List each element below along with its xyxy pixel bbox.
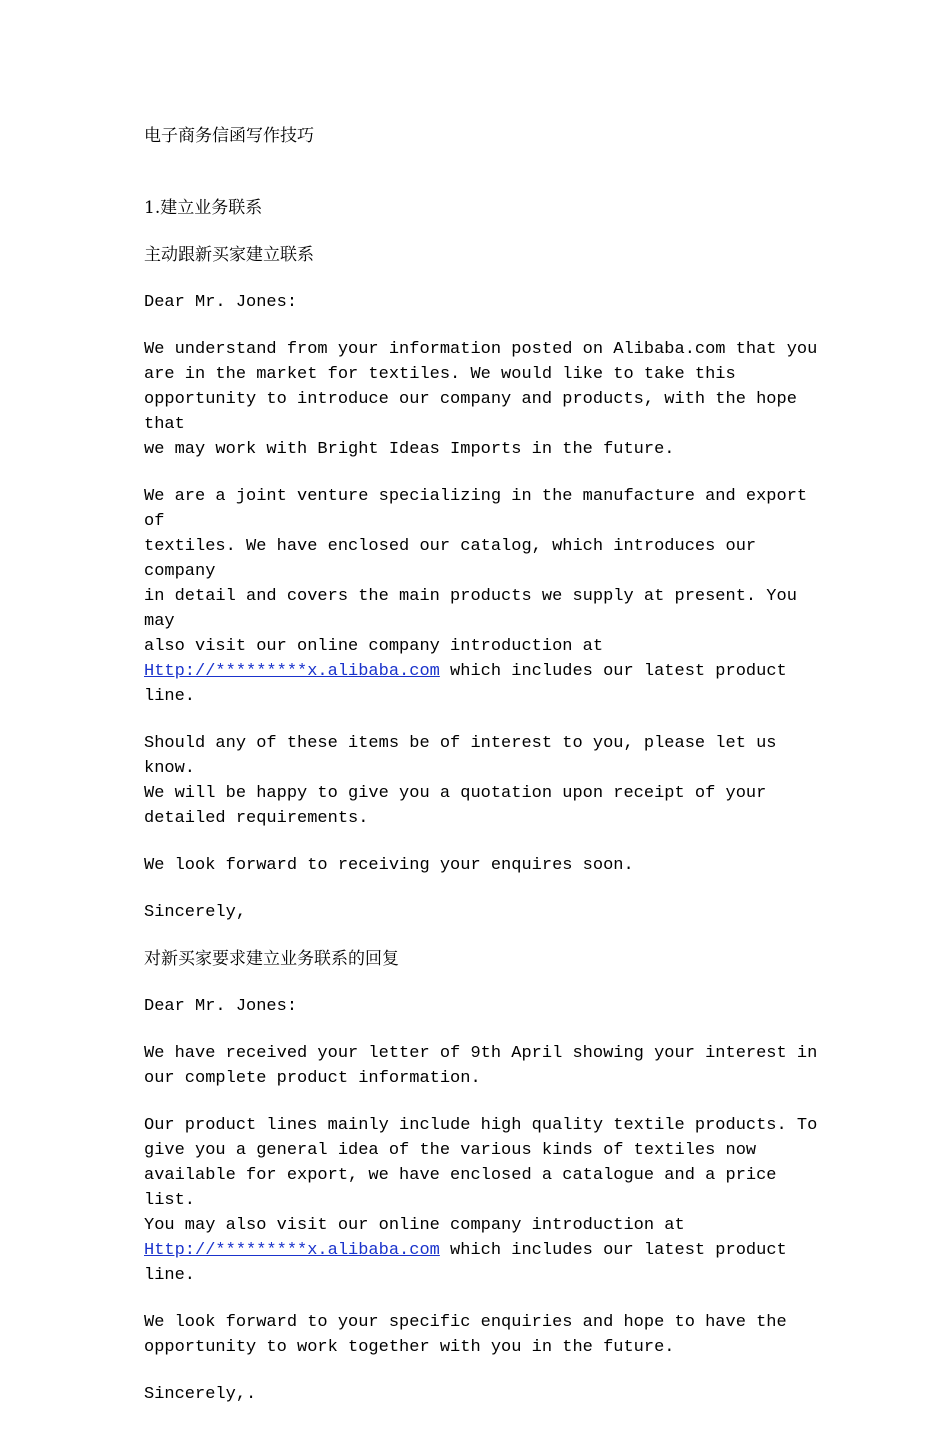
section-heading: 1.建立业务联系 <box>144 198 263 218</box>
letter1-paragraph-4: We look forward to receiving your enquires soon. <box>144 856 634 875</box>
letter2-closing: Sincerely,. <box>144 1385 257 1404</box>
letter1-paragraph-2-text: We are a joint venture specializing in the manufacture and export of textiles. We have enclosed our catalog, which introduces our company in detail and covers the main products we supply at present. You may also visit our online company introduction at <box>144 487 808 656</box>
letter2-alibaba-link[interactable]: Http://*********x.alibaba.com <box>144 1241 440 1260</box>
document-title: 电子商务信函写作技巧 <box>144 126 314 146</box>
letter2-paragraph-1: We have received your letter of 9th April showing your interest in our complete product information. <box>144 1044 818 1088</box>
letter2-subtitle: 对新买家要求建立业务联系的回复 <box>144 949 399 969</box>
letter1-paragraph-2 <box>144 484 824 709</box>
document-body <box>144 124 824 1429</box>
letter2-paragraph-3: We look forward to your specific enquiries and hope to have the opportunity to work together with you in the future. <box>144 1313 787 1357</box>
letter2-paragraph-2-text: Our product lines mainly include high quality textile products. To give you a general idea of the various kinds of textiles now available for export, we have enclosed a catalogue and a price list. You may also visit our online company introduction at <box>144 1116 818 1235</box>
letter1-paragraph-3: Should any of these items be of interest to you, please let us know. We will be happy to give you a quotation upon receipt of your detailed requirements. <box>144 734 777 828</box>
letter1-subtitle: 主动跟新买家建立联系 <box>144 245 314 265</box>
letter1-salutation: Dear Mr. Jones: <box>144 293 298 312</box>
letter1-paragraph-2-tail: which includes our latest product line. <box>144 662 787 706</box>
letter1-closing: Sincerely, <box>144 903 247 922</box>
letter1-paragraph-1: We understand from your information posted on Alibaba.com that you are in the market for textiles. We would like to take this opportunity to introduce our company and products, with the hope that we may work with Bright Ideas Imports in the future. <box>144 340 818 459</box>
letter2-paragraph-2-tail: which includes our latest product line. <box>144 1241 787 1285</box>
letter2-salutation: Dear Mr. Jones: <box>144 997 298 1016</box>
letter1-alibaba-link[interactable]: Http://*********x.alibaba.com <box>144 662 440 681</box>
letter2-paragraph-2 <box>144 1113 824 1288</box>
